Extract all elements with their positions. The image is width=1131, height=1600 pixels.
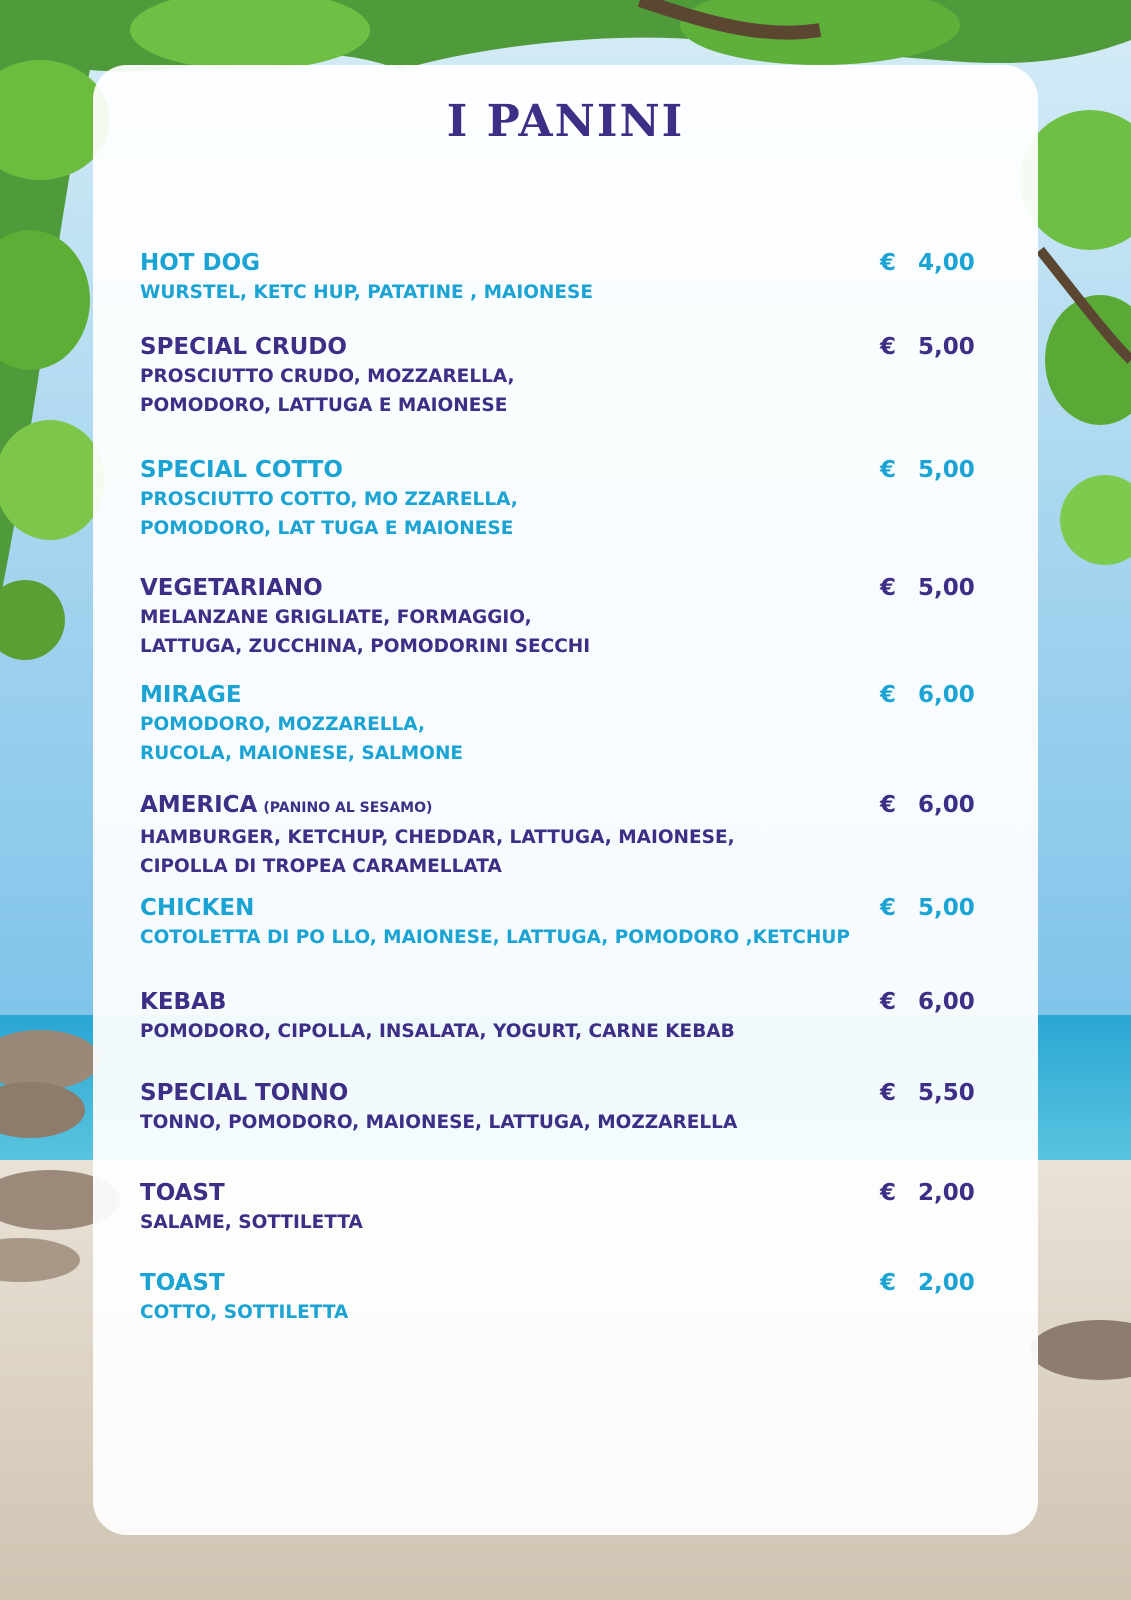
euro-symbol: € [880,682,897,708]
price-value: 5,50 [918,1080,975,1106]
item-name-text: VEGETARIANO [140,575,323,601]
menu-item [140,987,1000,1046]
item-name [140,893,1000,923]
item-name-text: CHICKEN [140,895,255,921]
item-description: POMODORO, MOZZARELLA, [140,714,425,735]
item-name-text: TOAST [140,1180,225,1206]
menu-item [140,248,1000,307]
item-description: LATTUGA, ZUCCHINA, POMODORINI SECCHI [140,636,591,657]
item-name-text: SPECIAL COTTO [140,457,343,483]
item-name-text: TOAST [140,1270,225,1296]
euro-symbol: € [880,334,897,360]
price-value: 6,00 [918,792,975,818]
item-name-text: SPECIAL CRUDO [140,334,347,360]
price-value: 2,00 [918,1180,975,1206]
item-name [140,248,1000,278]
item-description: POMODORO, LAT TUGA E MAIONESE [140,518,514,539]
item-name [140,1268,1000,1298]
item-description: PROSCIUTTO CRUDO, MOZZARELLA, [140,366,515,387]
price-value: 5,00 [918,575,975,601]
item-name [140,1078,1000,1108]
euro-symbol: € [880,1080,897,1106]
item-name [140,790,1000,823]
price-value: 2,00 [918,1270,975,1296]
menu-item [140,790,1000,881]
item-description: RUCOLA, MAIONESE, SALMONE [140,743,464,764]
price-value: 4,00 [918,250,975,276]
price-value: 6,00 [918,682,975,708]
item-note: (PANINO AL SESAMO) [263,800,433,816]
item-name-text: AMERICA [140,792,258,818]
item-description: PROSCIUTTO COTTO, MO ZZARELLA, [140,489,518,510]
item-name [140,680,1000,710]
menu-item [140,455,1000,543]
item-description: CIPOLLA DI TROPEA CARAMELLATA [140,856,502,877]
price-value: 5,00 [918,334,975,360]
item-description: HAMBURGER, KETCHUP, CHEDDAR, LATTUGA, MAIONESE, [140,827,735,848]
menu-item [140,680,1000,768]
item-price [880,893,1000,923]
item-description: POMODORO, CIPOLLA, INSALATA, YOGURT, CARNE KEBAB [140,1021,735,1042]
item-name-text: MIRAGE [140,682,242,708]
euro-symbol: € [880,989,897,1015]
item-name-text: SPECIAL TONNO [140,1080,349,1106]
price-value: 5,00 [918,895,975,921]
item-price [880,790,1000,820]
item-description: COTTO, SOTTILETTA [140,1302,349,1323]
page-title: I PANINI [446,96,685,147]
euro-symbol: € [880,575,897,601]
item-description: MELANZANE GRIGLIATE, FORMAGGIO, [140,607,532,628]
euro-symbol: € [880,250,897,276]
item-price [880,332,1000,362]
price-value: 5,00 [918,457,975,483]
item-description: TONNO, POMODORO, MAIONESE, LATTUGA, MOZZARELLA [140,1112,738,1133]
menu-item [140,573,1000,661]
item-price [880,1178,1000,1208]
item-name-text: KEBAB [140,989,227,1015]
item-price [880,573,1000,603]
euro-symbol: € [880,457,897,483]
euro-symbol: € [880,1270,897,1296]
item-name [140,455,1000,485]
item-description: POMODORO, LATTUGA E MAIONESE [140,395,508,416]
menu-item [140,1268,1000,1327]
item-price [880,987,1000,1017]
price-value: 6,00 [918,989,975,1015]
menu-item [140,1078,1000,1137]
menu-item [140,1178,1000,1237]
item-price [880,1078,1000,1108]
item-name [140,332,1000,362]
euro-symbol: € [880,895,897,921]
item-name [140,987,1000,1017]
menu-item [140,893,1000,952]
item-price [880,1268,1000,1298]
item-name [140,573,1000,603]
euro-symbol: € [880,1180,897,1206]
item-description: WURSTEL, KETC HUP, PATATINE , MAIONESE [140,282,594,303]
euro-symbol: € [880,792,897,818]
item-description: SALAME, SOTTILETTA [140,1212,363,1233]
menu-item [140,332,1000,420]
item-name [140,1178,1000,1208]
item-price [880,680,1000,710]
item-name-text: HOT DOG [140,250,261,276]
item-price [880,455,1000,485]
item-description: COTOLETTA DI PO LLO, MAIONESE, LATTUGA, POMODORO ,KETCHUP [140,927,850,948]
item-price [880,248,1000,278]
